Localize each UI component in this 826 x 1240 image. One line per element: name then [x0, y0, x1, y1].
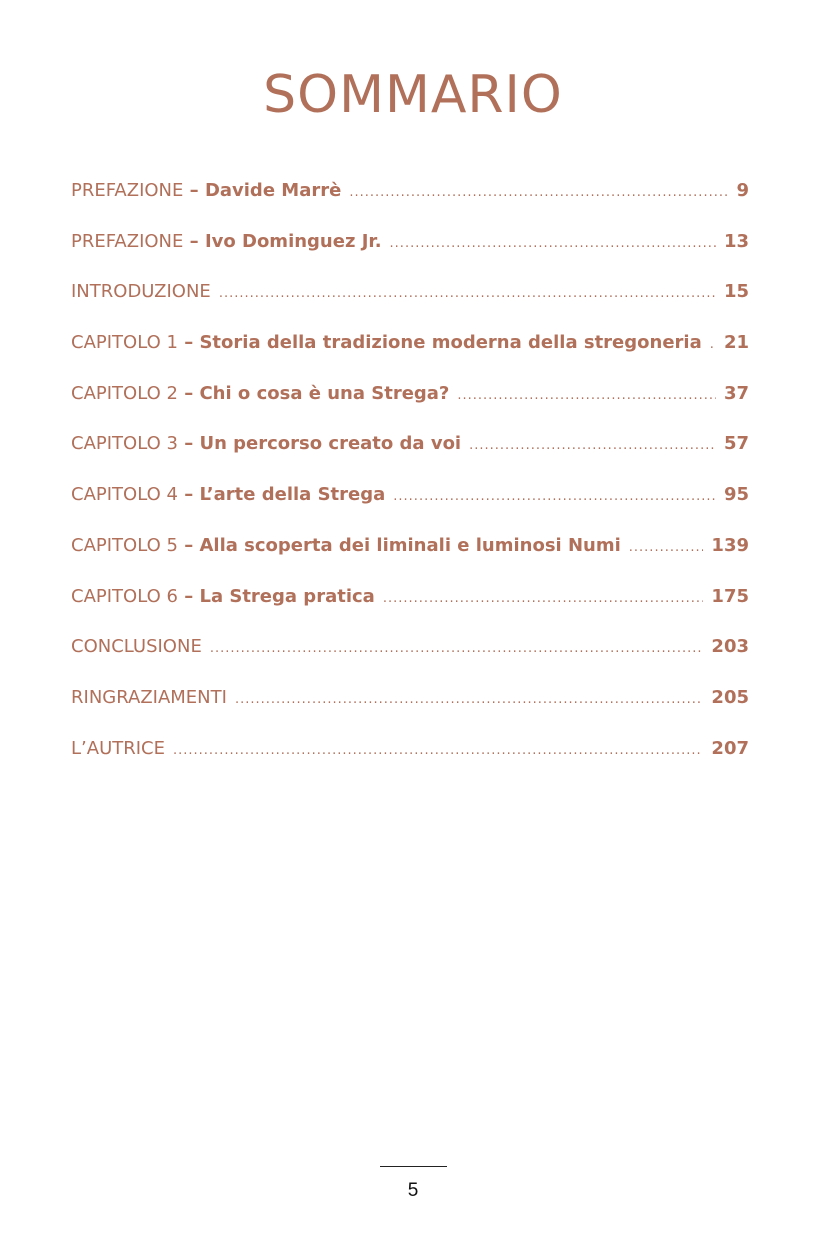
toc-entry-page: 15 — [723, 281, 749, 303]
dot-leader — [393, 482, 716, 512]
dot-leader — [457, 381, 716, 411]
toc-entry[interactable] — [71, 328, 749, 379]
dot-leader — [469, 431, 716, 461]
toc-entry[interactable] — [71, 582, 749, 633]
toc-entry[interactable] — [71, 480, 749, 531]
dot-leader — [349, 178, 728, 208]
toc-entry-label: CAPITOLO 5 – Alla scoperta dei liminali e luminosi Numi — [71, 534, 621, 556]
toc-entry-label: L’AUTRICE — [71, 737, 165, 759]
toc-entry-page: 175 — [711, 585, 749, 607]
dot-leader — [390, 229, 716, 259]
toc-entry-page: 9 — [736, 180, 749, 201]
dot-leader — [629, 533, 704, 563]
toc-entry-label: PREFAZIONE – Ivo Dominguez Jr. — [71, 230, 382, 252]
toc-entry[interactable] — [71, 734, 749, 785]
toc-entry-page: 37 — [723, 382, 749, 404]
dot-leader — [219, 279, 716, 309]
toc-entry-page: 57 — [723, 433, 749, 455]
footer-divider — [380, 1166, 447, 1167]
toc-entry[interactable] — [71, 531, 749, 582]
dot-leader — [383, 584, 704, 614]
dot-leader — [235, 685, 703, 715]
page-title: SOMMARIO — [263, 65, 563, 125]
toc-entry-label: RINGRAZIAMENTI — [71, 686, 227, 708]
page-number: 5 — [407, 1180, 419, 1201]
toc-entry-page: 21 — [723, 332, 749, 354]
toc-entry[interactable] — [71, 277, 749, 328]
toc-entry[interactable] — [71, 683, 749, 734]
toc-entry-label: CAPITOLO 1 – Storia della tradizione moderna della stregoneria — [71, 332, 702, 354]
toc-entry-label: INTRODUZIONE — [71, 281, 211, 303]
toc-entry-page: 139 — [711, 534, 749, 556]
toc-entry-label: CAPITOLO 2 – Chi o cosa è una Strega? — [71, 382, 450, 404]
toc-entry-page: 13 — [723, 230, 749, 252]
dot-leader — [173, 736, 703, 766]
toc-entry-page: 95 — [723, 484, 749, 506]
toc-entry[interactable] — [71, 379, 749, 430]
toc-entry-label: CAPITOLO 4 – L’arte della Strega — [71, 484, 386, 506]
toc-entry[interactable] — [71, 227, 749, 278]
toc-entry-label: CONCLUSIONE — [71, 636, 202, 658]
toc-entry[interactable] — [71, 632, 749, 683]
toc-entry-page: 207 — [711, 737, 749, 759]
dot-leader — [210, 634, 704, 664]
toc-entry[interactable] — [71, 176, 749, 227]
dot-leader — [710, 330, 716, 360]
toc-entry-label: CAPITOLO 6 – La Strega pratica — [71, 585, 375, 607]
toc-entry-label: CAPITOLO 3 – Un percorso creato da voi — [71, 433, 462, 455]
toc-entry-page: 205 — [711, 686, 749, 708]
table-of-contents — [71, 176, 749, 784]
toc-entry-page: 203 — [711, 636, 749, 658]
toc-entry[interactable] — [71, 429, 749, 480]
toc-entry-label: PREFAZIONE – Davide Marrè — [71, 180, 342, 201]
